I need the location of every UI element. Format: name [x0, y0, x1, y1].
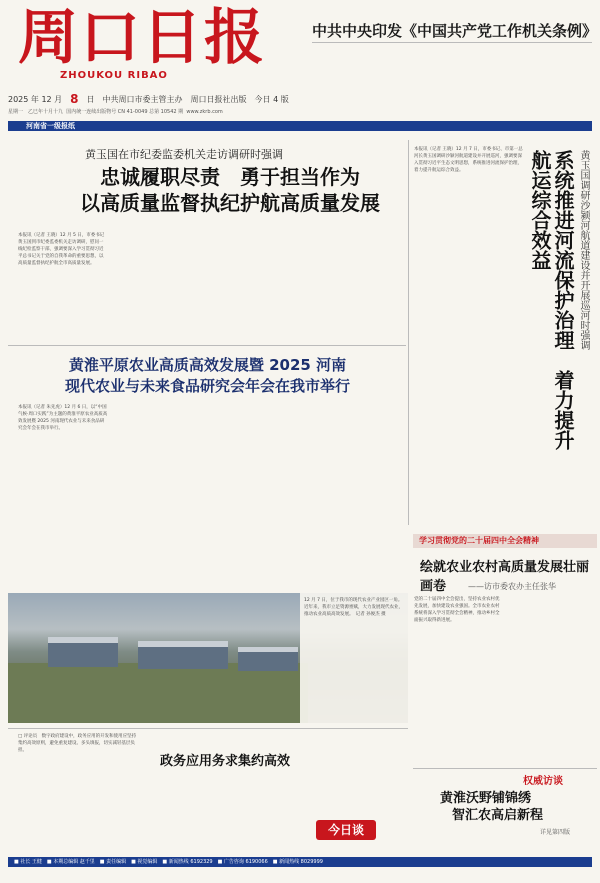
date-day: 8 [70, 92, 79, 106]
publisher: 中共周口市委主管主办 [102, 94, 183, 104]
commentary-rule [8, 728, 408, 729]
lead-headline-line2: 以高质量监督执纪护航高质量发展 [80, 191, 380, 215]
top-story-headline[interactable]: 中共中央印发《中国共产党工作机关条例》 [312, 22, 598, 40]
right-story-title[interactable]: 系统推进河流保护治理 着力提升航运综合效益 [528, 150, 575, 450]
special-source: 详见第四版 [540, 829, 571, 836]
section-bar [8, 121, 592, 131]
commentary-left-body: □ 评论员 数字政府建设中，政务应用的开发和使用应坚持集约高效原则，避免重复建设、多头填报，切实减轻基层负担。 [18, 734, 137, 753]
lunar-date: 星期一 乙巳年十月十九 [8, 109, 64, 115]
top-story-col-2 [404, 47, 492, 87]
dateline-sub [8, 108, 592, 115]
lead-headline[interactable] [60, 164, 400, 216]
special-rule [413, 768, 597, 769]
sidebar-body: 党的二十届四中全会提出，坚持农业农村优先发展，加快建设农业强国。全市农业农村系统将深入学习贯彻全会精神，推动乡村全面振兴取得新进展。 [414, 597, 500, 623]
special-headline[interactable] [440, 790, 590, 824]
website[interactable]: www.zkrb.com [186, 109, 223, 115]
office: 周口日报社出版 [190, 94, 247, 104]
top-rule [312, 42, 592, 43]
second-story-body: 本报讯（记者 朱先虎）12 月 6 日，以“中国气候·周口实践”为主题的黄淮平原农业高质高效发展暨 2025 河南现代农业与未来食品研究会年会在我市举行。 [18, 405, 108, 431]
date-day-suffix: 日 [86, 94, 95, 104]
column-divider [408, 140, 409, 525]
sidebar-banner: 学习贯彻党的二十届四中全会精神 [413, 534, 597, 548]
lead-body-col-2 [112, 232, 200, 342]
commentary-col-4 [322, 772, 402, 816]
date-year-month: 2025 年 12 月 [8, 94, 63, 104]
second-story-col-3 [206, 404, 296, 584]
sidebar-body-col-2 [506, 596, 592, 766]
special-headline-line1: 黄淮沃野铺锦绣 [440, 791, 532, 806]
masthead-romanized: ZHOUKOU RIBAO [60, 70, 168, 81]
commentary-col-2 [150, 772, 230, 852]
dateline [8, 91, 592, 107]
right-story-body: 本报讯（记者 王晓）12 月 7 日，市委书记、市第一总河长黄玉国调研沙颍河航道建设并开展巡河，强调要深入贯彻习近平生态文明思想，系统推进河流保护治理，着力提升航运综合效益。 [414, 147, 523, 173]
section-label: 河南省一级报纸 [26, 122, 75, 130]
special-label: 权威访谈 [523, 776, 563, 787]
commentary-col-3 [236, 772, 316, 852]
lead-body-col-3 [206, 232, 294, 342]
second-story-rule [8, 345, 406, 346]
page-count: 今日 4 版 [254, 94, 289, 104]
lead-headline-line1: 忠诚履职尽责 勇于担当作为 [100, 165, 360, 189]
masthead-title: 周口日报 [18, 3, 266, 73]
lead-body: 本报讯（记者 王晓）12 月 5 日，市委书记黄玉国到市纪委监委机关走访调研，慰问一线纪检监察干部，强调要深入学习贯彻习近平总书记关于党的自我革命的重要思想，以高质量监督执纪护航全市高质量发展。 [18, 233, 105, 266]
special-headline-line2: 智汇农高启新程 [452, 808, 544, 823]
top-story-col-3 [496, 47, 592, 87]
today-logo: 今日谈 [316, 820, 376, 840]
top-story-col-1 [312, 47, 400, 87]
right-story-kicker: 黄玉国调研沙颍河航道建设并开展巡河时强调 [578, 150, 589, 350]
lead-body-col-4 [300, 232, 400, 342]
second-story-col-4 [300, 404, 400, 584]
second-story-col-2 [112, 404, 202, 584]
commentary-headline[interactable]: 政务应用务求集约高效 [160, 754, 291, 769]
issn: 国内统一连续出版物号 CN 41-0049 总第 10542 期 [66, 109, 184, 115]
second-story-headline[interactable] [20, 355, 395, 397]
footer-bar: ■ 社长 王健 ■ 本期总编辑 赵千里 ■ 责任编辑 ■ 视觉编辑 ■ 新闻热线 6192329 ■ 广告咨询 6190066 ■ 新闻热线 8029999 [8, 857, 592, 867]
second-headline-line1: 黄淮平原农业高质高效发展暨 2025 河南 [68, 356, 347, 374]
second-headline-line2: 现代农业与未来食品研究会年会在我市举行 [64, 377, 350, 395]
photo-caption: 12 月 7 日，位于我市的现代农业产业园区一角。近年来，我市立足资源禀赋，大力发展现代农业，推动农业高质高效发展。 记者 孙俊杰 摄 [300, 593, 408, 723]
sidebar-subhead: ——访市委农办主任张华 [468, 582, 556, 591]
lead-kicker: 黄玉国在市纪委监委机关走访调研时强调 [85, 148, 283, 161]
sidebar-headline[interactable]: 绘就农业农村高质量发展壮丽画卷 [420, 560, 590, 594]
